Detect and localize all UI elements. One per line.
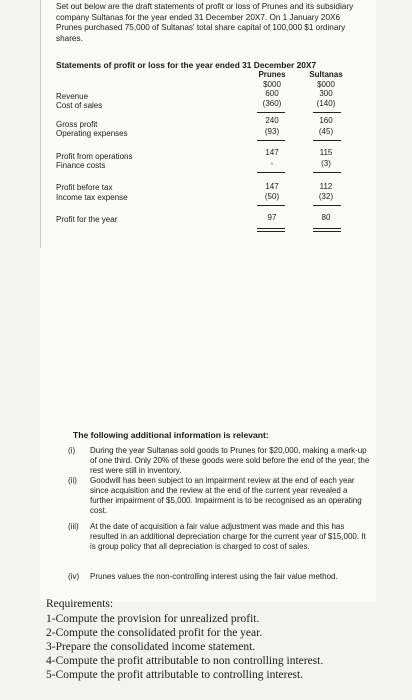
additional-info-photo [40, 402, 376, 602]
info-item-number: (ii) [68, 476, 77, 485]
info-item-number: (i) [68, 446, 76, 455]
requirement-item: 3-Prepare the consolidated income statement. [46, 641, 256, 653]
info-item [68, 476, 368, 518]
rule [313, 140, 341, 141]
info-item [68, 522, 368, 564]
blank-area [40, 248, 376, 402]
row-label: Gross profit [56, 120, 98, 129]
row-label: Cost of sales [56, 101, 103, 110]
additional-title: The following additional information is relevant: [73, 430, 269, 440]
col-prunes-unit: $000 [263, 80, 281, 89]
requirement-item: 5-Compute the profit attributable to controlling interest. [46, 669, 304, 681]
prunes-value: 97 [267, 213, 277, 222]
rule [313, 228, 341, 229]
prunes-value: (360) [262, 99, 282, 108]
rule [257, 228, 285, 229]
rule [313, 205, 341, 206]
row-label: Revenue [56, 92, 89, 101]
prunes-value: 240 [265, 116, 279, 125]
requirement-item: 1-Compute the provision for unrealized profit. [46, 613, 260, 625]
sultanas-value: 160 [319, 116, 333, 125]
info-item-text: Goodwill has been subject to an impairment review at the end of each year since acquisition and the review at the end of the current year revealed a further impairment of $5,000. Impairment is to be recognised as an operating cost. [90, 476, 362, 515]
prunes-value: (50) [264, 192, 280, 201]
sultanas-value: (45) [318, 127, 334, 136]
sultanas-value: (140) [316, 99, 336, 108]
sultanas-value: 80 [321, 213, 331, 222]
row-label: Finance costs [56, 161, 106, 170]
requirements-heading: Requirements: [46, 598, 114, 610]
info-item-text: Prunes values the non-controlling interest using the fair value method. [90, 572, 338, 581]
info-item-number: (iv) [68, 572, 80, 581]
rule [313, 231, 341, 232]
info-item-number: (iii) [68, 522, 79, 531]
info-item [68, 446, 368, 478]
requirement-item: 2-Compute the consolidated profit for the year. [46, 627, 263, 639]
sultanas-value: 112 [319, 182, 333, 191]
prunes-value: 147 [265, 148, 279, 157]
info-item-text: During the year Sultanas sold goods to Prunes for $20,000, making a mark-up of one third. Only 20% of these goods were sold before the end of the year, the rest were still in inventory. [90, 446, 370, 475]
rule [257, 140, 285, 141]
statement-title: Statements of profit or loss for the year ended 31 December 20X7 [56, 60, 317, 70]
rule [257, 172, 285, 173]
statement-photo [40, 0, 376, 248]
intro-text [56, 2, 366, 44]
rule [257, 205, 285, 206]
rule [313, 172, 341, 173]
sultanas-value: 300 [319, 89, 333, 98]
prunes-value: (93) [264, 127, 280, 136]
rule [257, 231, 285, 232]
row-label: Income tax expense [56, 193, 128, 202]
rule [313, 112, 341, 113]
col-prunes: Prunes [258, 70, 286, 79]
intro-line-1: Set out below are the draft statements of profit or loss of Prunes and its subsidiary company Sultanas for the year ended 31 December 20X7. [56, 2, 354, 22]
col-sultanas-unit: $000 [317, 80, 335, 89]
sultanas-value: 115 [319, 148, 333, 157]
row-label: Profit before tax [56, 183, 113, 192]
row-label: Operating expenses [56, 129, 128, 138]
sultanas-value: (3) [321, 159, 331, 168]
info-item [68, 572, 368, 594]
rule [257, 112, 285, 113]
intro-line-2: On 1 January 20X6 Prunes purchased 75,000 of Sultanas' total share capital of 100,000 $1 ordinary shares. [56, 12, 346, 43]
row-label: Profit for the year [56, 215, 118, 224]
requirement-item: 4-Compute the profit attributable to non controlling interest. [46, 655, 324, 667]
prunes-value: 600 [265, 89, 279, 98]
info-item-text: At the date of acquisition a fair value adjustment was made and this has resulted in an additional depreciation charge for the current year of $15,000. It is group policy that all depreciation is charged to cost of sales. [90, 522, 366, 551]
prunes-value: - [270, 159, 274, 168]
col-sultanas: Sultanas [309, 70, 343, 79]
row-label: Profit from operations [56, 152, 133, 161]
prunes-value: 147 [265, 182, 279, 191]
sultanas-value: (32) [318, 192, 334, 201]
